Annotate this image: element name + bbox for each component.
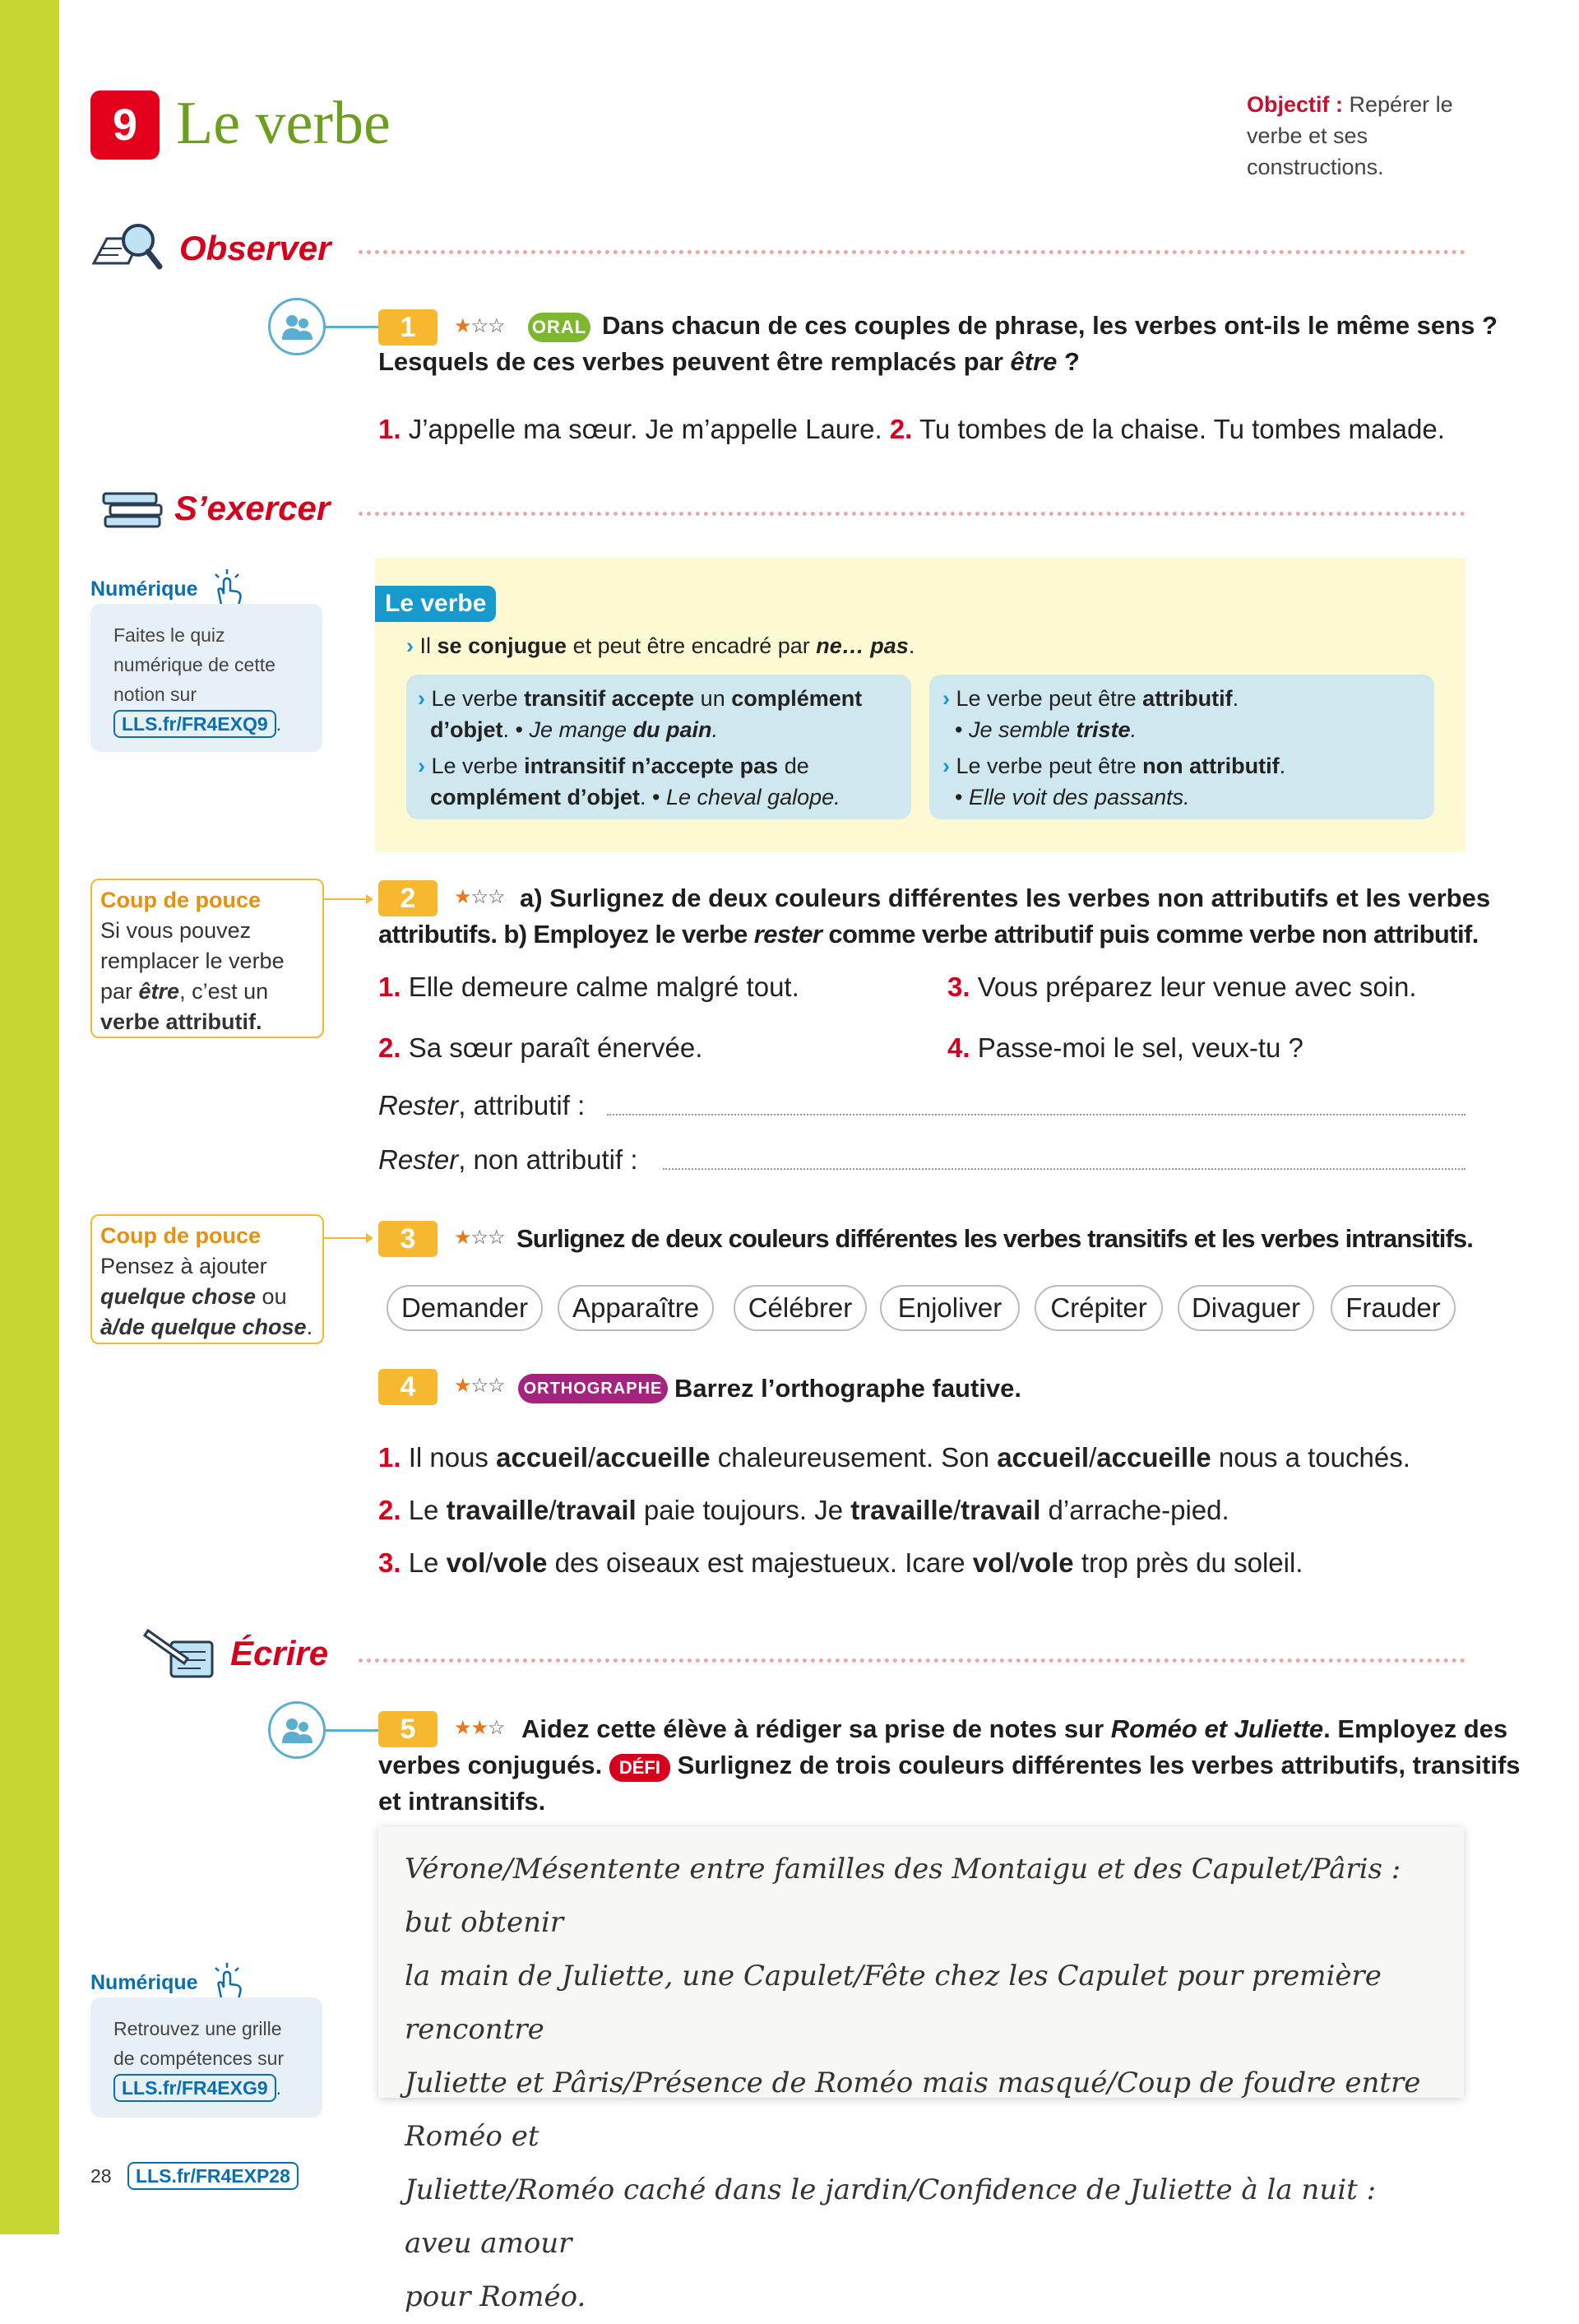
defi-tag: DÉFI <box>609 1754 670 1782</box>
exercise-number-2: 2 <box>378 880 438 916</box>
section-title-observer: Observer <box>179 229 331 267</box>
notes-text: Vérone/Mésentente entre familles des Montaigu et des Capulet/Pâris : but obtenir la main de Juliette, une Capulet/Fête chez les Capulet pour première rencontre Juliette et Pâris/Présence de Roméo mais masqué/Coup de foudre entre Roméo et Juliette/Roméo caché dans le jardin/Confidence de Juliette à la nuit : aveu amour pour Roméo. <box>405 1853 1421 2313</box>
ex4-item-3: 3. Le vol/vole des oiseaux est majestueux. Icare vol/vole trop près du soleil. <box>378 1547 1303 1578</box>
lls-link[interactable]: LLS.fr/FR4EXQ9 <box>113 710 276 738</box>
objective-label: Objectif : <box>1247 92 1344 117</box>
ex2-instruction-1: a) Surlignez de deux couleurs différentes les verbes non attributifs et les verbes <box>520 884 1491 912</box>
ex2-item-2: 2. Sa sœur paraît énervée. <box>378 1032 703 1063</box>
pencil-notebook-icon <box>143 1621 234 1686</box>
answer-line-attributif[interactable] <box>607 1114 1466 1116</box>
answer-label-attributif: Rester, attributif : <box>378 1090 586 1120</box>
word-chip: Demander <box>387 1285 543 1331</box>
difficulty-stars: ★☆☆ <box>454 1227 505 1249</box>
difficulty-stars: ★☆☆ <box>454 1375 505 1397</box>
connector-line <box>326 1729 378 1732</box>
word-chip: Apparaître <box>558 1285 714 1331</box>
ex2-item-1: 1. Elle demeure calme malgré tout. <box>378 972 799 1002</box>
lesson-tag: Le verbe <box>375 586 496 622</box>
ex3-instruction: Surlignez de deux couleurs différentes les verbes transitifs et les verbes intransitifs. <box>516 1224 1473 1253</box>
ex2-instruction-2: attributifs. b) Employez le verbe rester comme verbe attributif puis comme verbe non attributif. <box>378 920 1479 949</box>
lesson-intro: › Il se conjugue et peut être encadré par ne… pas. <box>406 633 915 658</box>
lesson-intransitive: › Le verbe intransitif n’accepte pas de complément d’objet. • Le cheval galope. <box>418 754 840 809</box>
ex2-item-3: 3. Vous préparez leur venue avec soin. <box>947 972 1417 1002</box>
hint-box: Coup de pouce Si vous pouvez remplacer le verbe par être, c’est un verbe attributif. <box>90 879 324 1038</box>
difficulty-stars: ★★☆ <box>454 1717 505 1739</box>
answer-line-non-attributif[interactable] <box>663 1168 1466 1170</box>
word-chip: Célébrer <box>734 1285 867 1331</box>
magnifier-book-icon <box>89 216 179 281</box>
section-observer <box>89 216 352 290</box>
ex1-instruction-b: Lesquels de ces verbes peuvent être remplacés par être ? <box>378 347 1080 376</box>
hint-arrow <box>324 898 372 900</box>
word-chip: Frauder <box>1331 1285 1456 1331</box>
exercise-number-1: 1 <box>378 309 438 346</box>
section-title-exercer: S’exercer <box>174 489 331 527</box>
section-exercer <box>89 475 352 550</box>
pair-work-icon <box>268 298 326 355</box>
page-title: Le verbe <box>176 90 391 157</box>
hint-arrow <box>324 1237 372 1239</box>
hint-title: Coup de pouce <box>100 1223 261 1248</box>
section-ecrire <box>89 1621 352 1695</box>
ex4-item-2: 2. Le travaille/travail paie toujours. Je travaille/travail d’arrache-pied. <box>378 1495 1229 1525</box>
section-title-ecrire: Écrire <box>230 1634 329 1672</box>
orthographe-tag: ORTHOGRAPHE <box>518 1374 668 1403</box>
page-margin-bar <box>0 0 59 2234</box>
section-divider <box>359 1658 1466 1663</box>
ex1-items: 1. J’appelle ma sœur. Je m’appelle Laure. 2. Tu tombes de la chaise. Tu tombes malade. <box>378 414 1445 444</box>
ex5-instruction-3: et intransitifs. <box>378 1787 546 1816</box>
books-stack-icon <box>89 475 179 541</box>
word-chip: Divaguer <box>1178 1285 1314 1331</box>
word-chip: Enjoliver <box>880 1285 1020 1331</box>
objective <box>1247 89 1461 183</box>
ex4-instruction: Barrez l’orthographe fautive. <box>674 1374 1022 1403</box>
difficulty-stars: ★☆☆ <box>454 886 505 908</box>
ex1-instruction-a: Dans chacun de ces couples de phrase, les verbes ont-ils le même sens ? <box>602 311 1498 340</box>
hint-box: Coup de pouce Pensez à ajouter quelque chose ou à/de quelque chose. <box>90 1214 324 1344</box>
numerique-label: Numérique <box>90 1971 198 1994</box>
page-number: 28 <box>90 2165 112 2187</box>
lesson-transitive: › Le verbe transitif accepte un complément d’objet. • Je mange du pain. <box>418 686 863 742</box>
ex5-instruction-1: Aidez cette élève à rédiger sa prise de notes sur Roméo et Juliette. Employez des <box>521 1714 1508 1743</box>
exercise-number-5: 5 <box>378 1711 438 1747</box>
answer-label-non-attributif: Rester, non attributif : <box>378 1144 638 1175</box>
lesson-attributive: › Le verbe peut être attributif. • Je semble triste. <box>942 686 1239 742</box>
connector-line <box>326 326 378 328</box>
chapter-number: 9 <box>90 90 160 160</box>
oral-tag: ORAL <box>528 313 590 342</box>
hint-title: Coup de pouce <box>100 888 261 912</box>
lesson-non-attributive: › Le verbe peut être non attributif. • Elle voit des passants. <box>942 754 1286 809</box>
exercise-number-3: 3 <box>378 1221 438 1257</box>
lls-link[interactable]: LLS.fr/FR4EXG9 <box>113 2074 276 2102</box>
objective-text: Repérer le verbe et ses constructions. <box>1247 92 1453 179</box>
numerique-box: Faites le quiz numérique de cette notion sur LLS.fr/FR4EXQ9 . <box>90 604 322 752</box>
ex5-instruction-2: verbes conjugués. DÉFI Surlignez de trois couleurs différentes les verbes attributifs, transitifs <box>378 1747 1521 1784</box>
word-chip: Crépiter <box>1035 1285 1163 1331</box>
section-divider <box>359 250 1466 254</box>
difficulty-stars: ★☆☆ <box>454 315 505 337</box>
exercise-number-4: 4 <box>378 1369 438 1405</box>
handwritten-notes <box>378 1826 1464 2313</box>
numerique-label: Numérique <box>90 578 198 601</box>
numerique-box: Retrouvez une grille de compétences sur LLS.fr/FR4EXG9 . <box>90 1997 322 2118</box>
footer-link[interactable]: LLS.fr/FR4EXP28 <box>127 2162 299 2190</box>
pair-work-icon <box>268 1701 326 1759</box>
ex4-item-1: 1. Il nous accueil/accueille chaleureusement. Son accueil/accueille nous a touchés. <box>378 1442 1410 1473</box>
ex2-item-4: 4. Passe-moi le sel, veux-tu ? <box>947 1032 1303 1063</box>
section-divider <box>359 512 1466 516</box>
